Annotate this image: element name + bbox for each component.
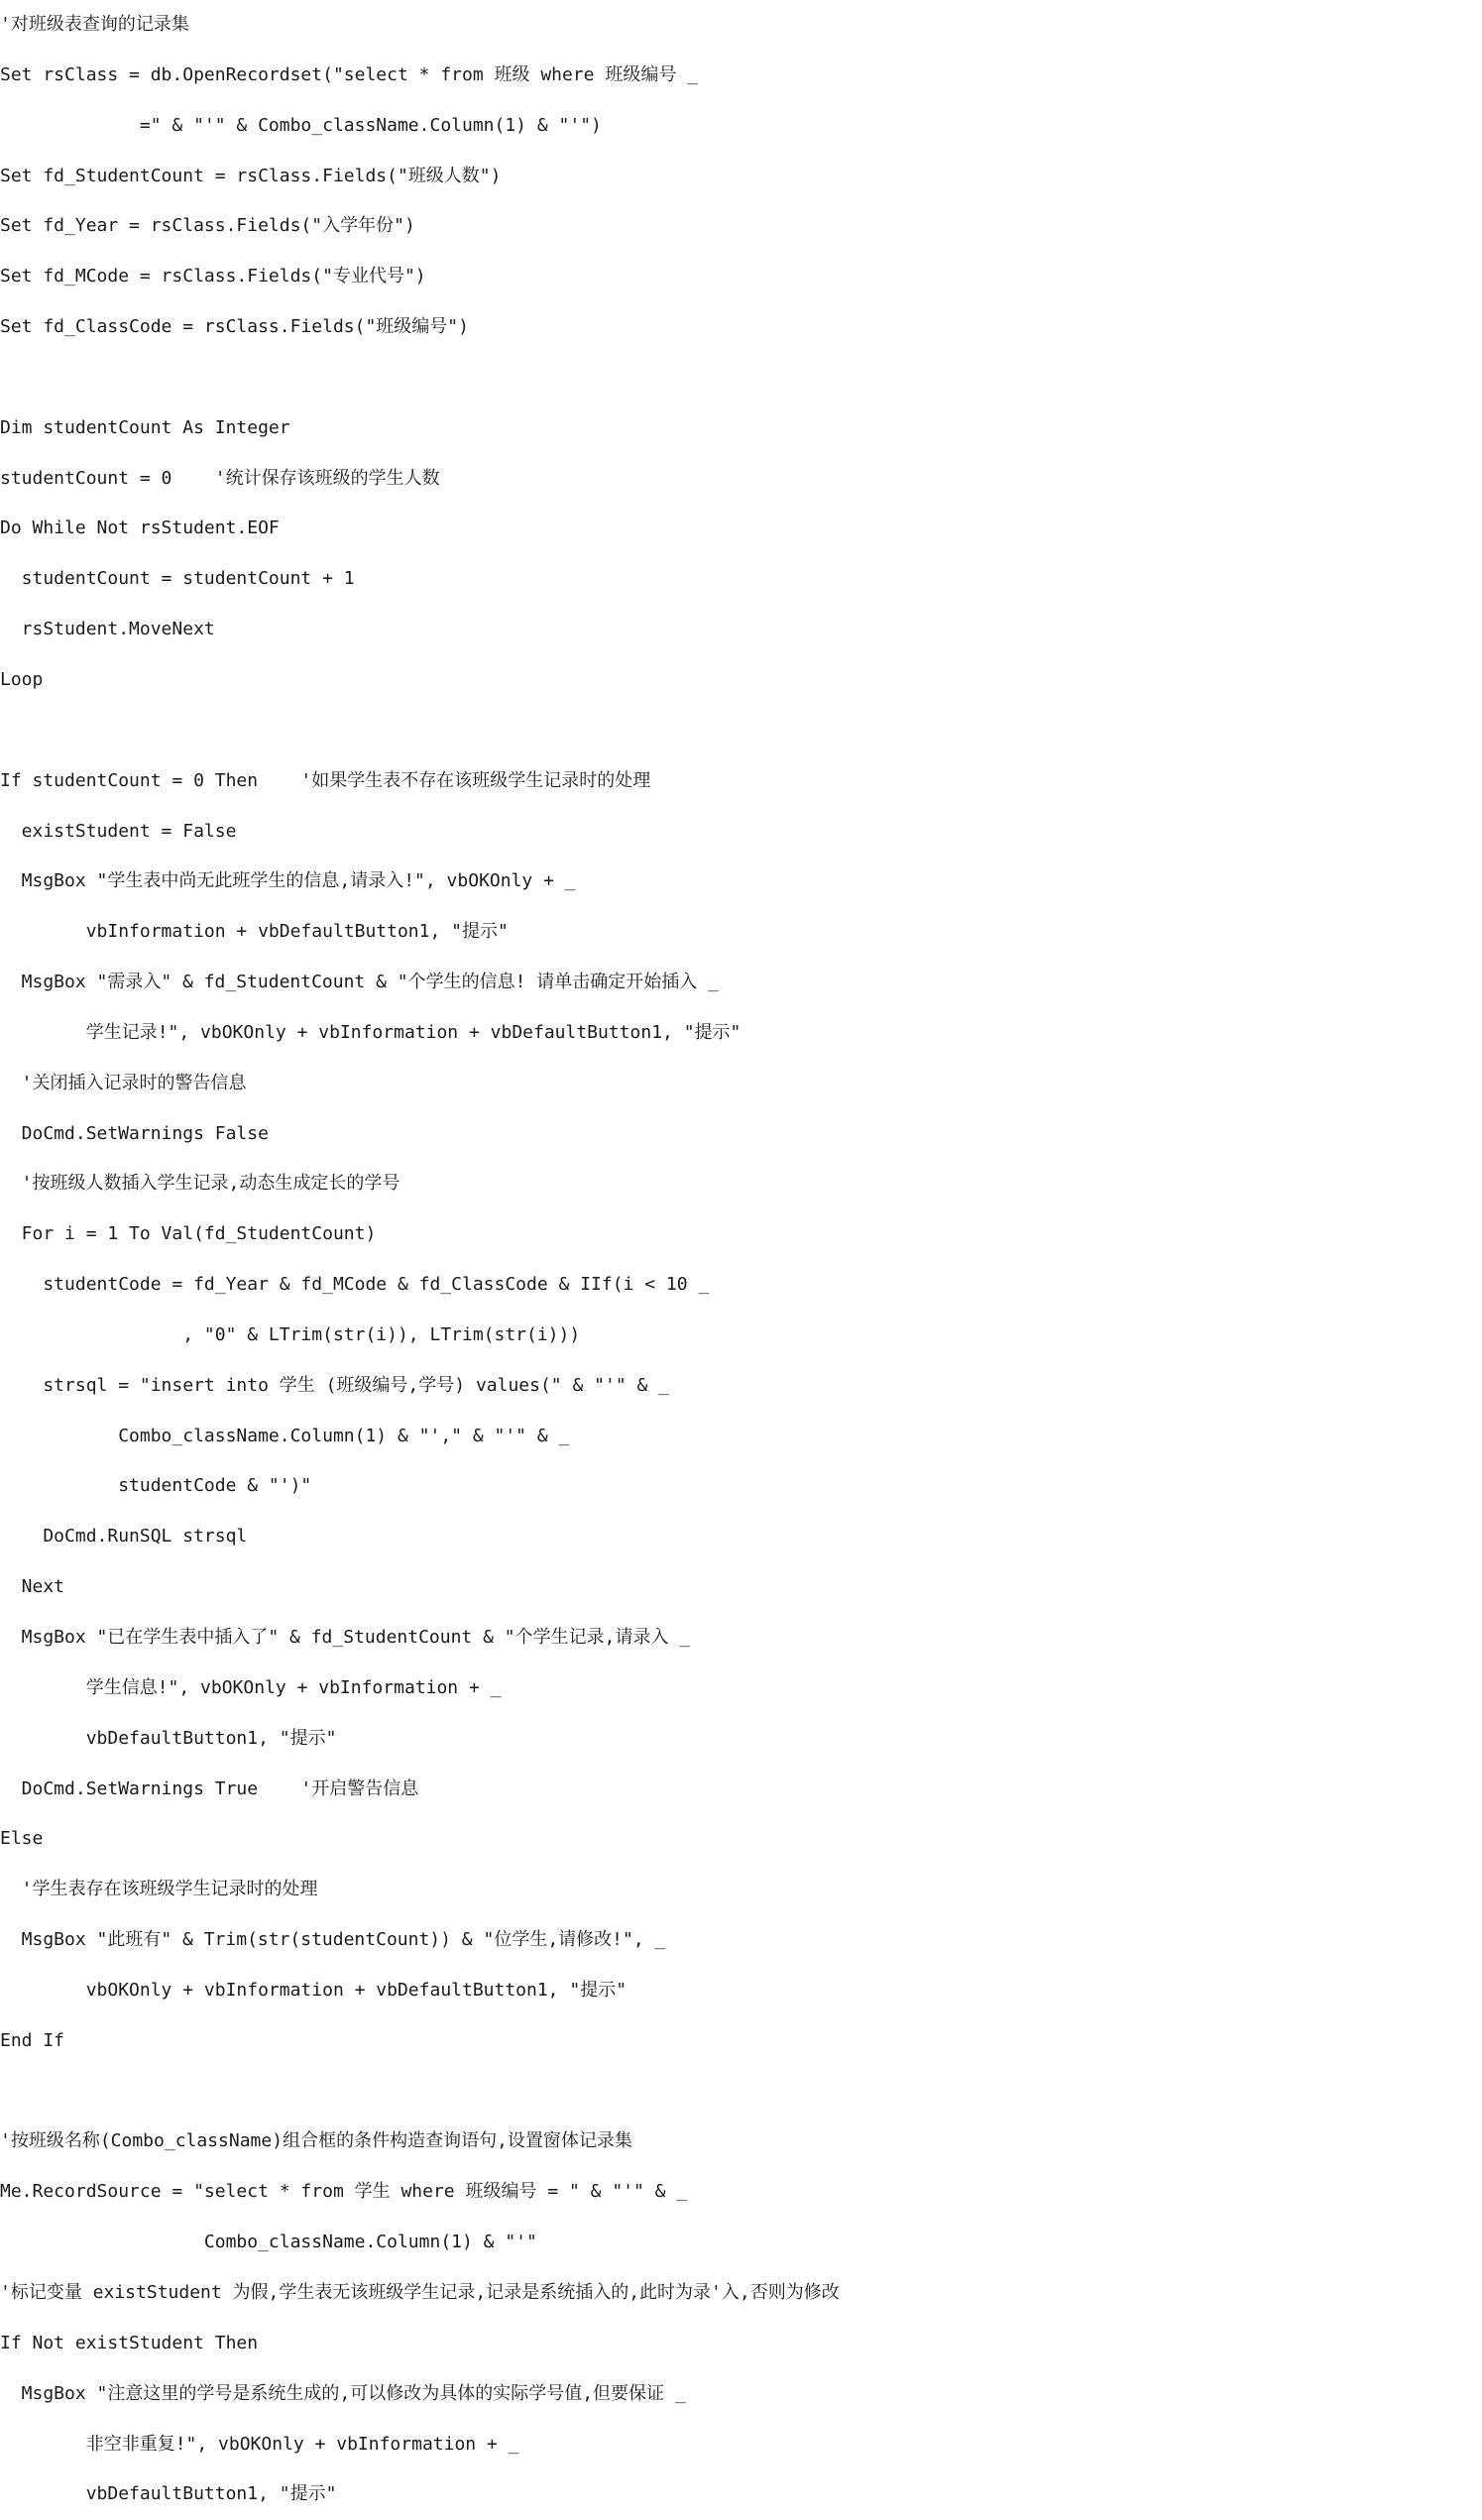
code-line-24: '按班级人数插入学生记录,动态生成定长的学号 bbox=[0, 1173, 400, 1195]
code-line-37: Else bbox=[0, 1828, 44, 1850]
code-line-1: '对班级表查询的记录集 bbox=[0, 14, 189, 35]
code-line-30: studentCode & "')" bbox=[0, 1475, 312, 1497]
code-line-25: For i = 1 To Val(fd_StudentCount) bbox=[0, 1223, 377, 1245]
code-line-48: MsgBox "注意这里的学号是系统生成的,可以修改为具体的实际学号值,但要保证 _ bbox=[0, 2382, 686, 2404]
code-line-45: Combo_className.Column(1) & "'" bbox=[0, 2232, 537, 2253]
code-line-2: Set rsClass = db.OpenRecordset("select * from 班级 where 班级编号 _ bbox=[0, 63, 699, 85]
code-line-23: DoCmd.SetWarnings False bbox=[0, 1122, 269, 1144]
code-line-6: Set fd_MCode = rsClass.Fields("专业代号") bbox=[0, 266, 426, 287]
code-line-39: MsgBox "此班有" & Trim(str(studentCount)) & "位学生,请修改!", _ bbox=[0, 1929, 666, 1951]
code-line-13: rsStudent.MoveNext bbox=[0, 619, 215, 640]
code-line-16: If studentCount = 0 Then '如果学生表不存在该班级学生记录时的处理 bbox=[0, 769, 651, 791]
code-line-28: strsql = "insert into 学生 (班级编号,学号) values(" & "'" & _ bbox=[0, 1374, 670, 1396]
code-line-5: Set fd_Year = rsClass.Fields("入学年份") bbox=[0, 215, 415, 237]
code-line-42 bbox=[0, 2067, 1482, 2118]
code-line-31: DoCmd.RunSQL strsql bbox=[0, 1526, 248, 1547]
code-line-34: 学生信息!", vbOKOnly + vbInformation + _ bbox=[0, 1676, 502, 1698]
code-line-46: '标记变量 existStudent 为假,学生表无该班级学生记录,记录是系统插入的,此时为录'入,否则为修改 bbox=[0, 2281, 840, 2303]
code-line-26: studentCode = fd_Year & fd_MCode & fd_ClassCode & IIf(i < 10 _ bbox=[0, 1274, 710, 1296]
code-line-27: , "0" & LTrim(str(i)), LTrim(str(i))) bbox=[0, 1323, 581, 1345]
code-line-35: vbDefaultButton1, "提示" bbox=[0, 1727, 337, 1749]
code-line-21: 学生记录!", vbOKOnly + vbInformation + vbDefaultButton1, "提示" bbox=[0, 1021, 741, 1043]
code-line-17: existStudent = False bbox=[0, 820, 237, 842]
code-line-9: Dim studentCount As Integer bbox=[0, 416, 290, 438]
code-line-43: '按班级名称(Combo_className)组合框的条件构造查询语句,设置窗体记录集 bbox=[0, 2130, 632, 2152]
code-line-11: Do While Not rsStudent.EOF bbox=[0, 517, 280, 539]
code-line-40: vbOKOnly + vbInformation + vbDefaultButton1, "提示" bbox=[0, 1979, 627, 2001]
code-line-38: '学生表存在该班级学生记录时的处理 bbox=[0, 1879, 318, 1900]
code-line-49: 非空非重复!", vbOKOnly + vbInformation + _ bbox=[0, 2433, 519, 2455]
code-line-3: =" & "'" & Combo_className.Column(1) & "'") bbox=[0, 114, 602, 136]
code-line-19: vbInformation + vbDefaultButton1, "提示" bbox=[0, 921, 509, 943]
code-line-50: vbDefaultButton1, "提示" bbox=[0, 2483, 337, 2505]
code-line-29: Combo_className.Column(1) & "'," & "'" & _ bbox=[0, 1425, 570, 1446]
code-line-7: Set fd_ClassCode = rsClass.Fields("班级编号") bbox=[0, 316, 469, 338]
code-line-14: Loop bbox=[0, 668, 44, 690]
code-line-22: '关闭插入记录时的警告信息 bbox=[0, 1072, 247, 1093]
code-line-15 bbox=[0, 706, 1482, 756]
code-line-20: MsgBox "需录入" & fd_StudentCount & "个学生的信息! 请单击确定开始插入 _ bbox=[0, 972, 719, 993]
code-line-10: studentCount = 0 '统计保存该班级的学生人数 bbox=[0, 467, 440, 489]
code-line-32: Next bbox=[0, 1576, 65, 1598]
code-line-41: End If bbox=[0, 2029, 65, 2051]
code-line-4: Set fd_StudentCount = rsClass.Fields("班级人数") bbox=[0, 165, 502, 186]
code-line-12: studentCount = studentCount + 1 bbox=[0, 568, 355, 590]
code-line-8 bbox=[0, 353, 1482, 403]
code-line-18: MsgBox "学生表中尚无此班学生的信息,请录入!", vbOKOnly + _ bbox=[0, 870, 576, 892]
code-line-44: Me.RecordSource = "select * from 学生 where 班级编号 = " & "'" & _ bbox=[0, 2181, 688, 2203]
code-line-47: If Not existStudent Then bbox=[0, 2332, 259, 2353]
code-line-33: MsgBox "已在学生表中插入了" & fd_StudentCount & "个学生记录,请录入 _ bbox=[0, 1627, 691, 1648]
code-line-36: DoCmd.SetWarnings True '开启警告信息 bbox=[0, 1777, 419, 1799]
